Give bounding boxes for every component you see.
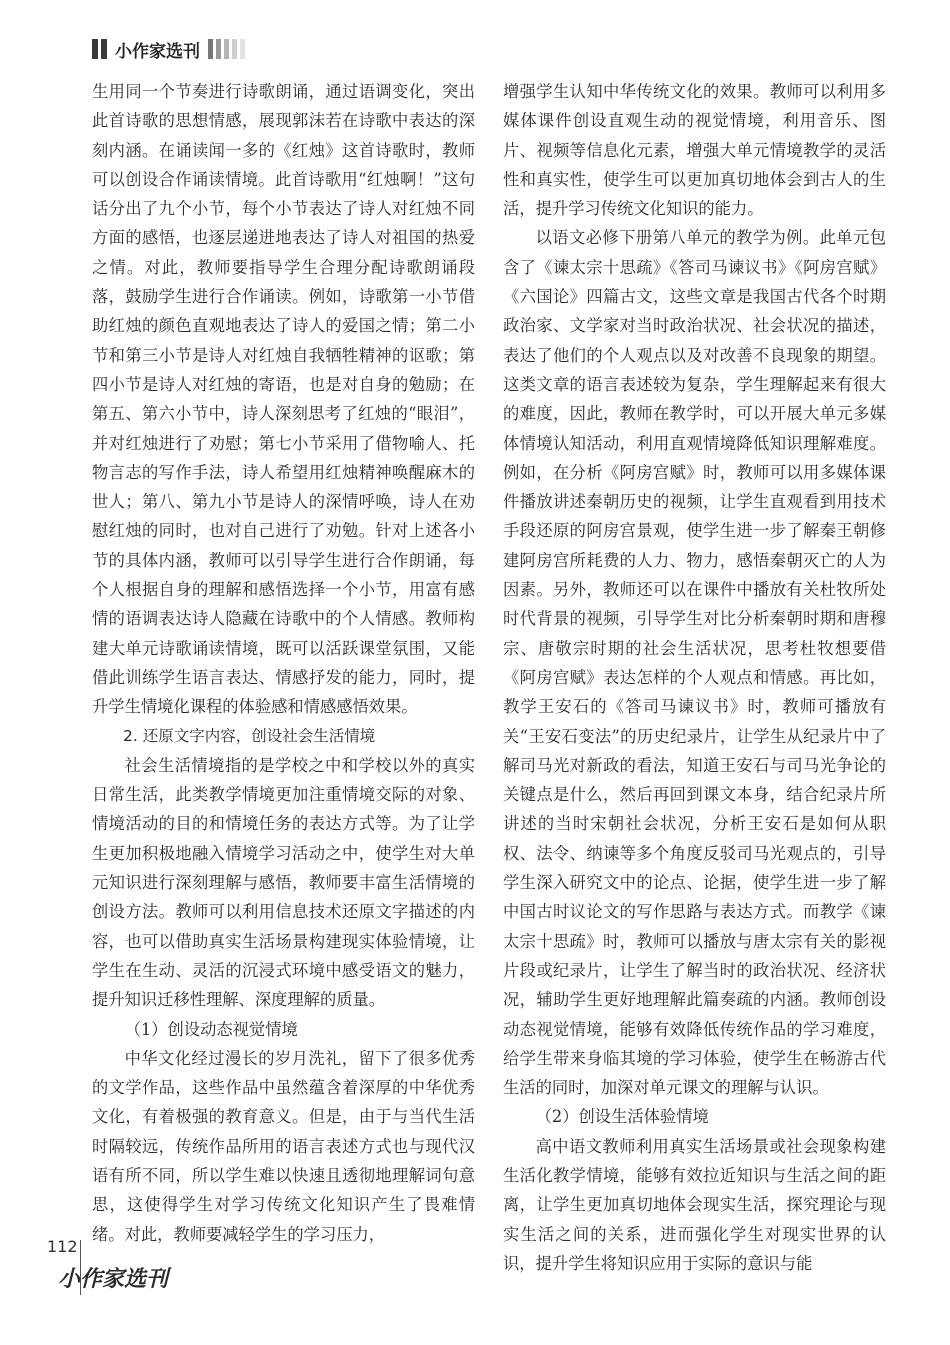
- right-column: [503, 77, 886, 1278]
- subsection-heading: （2）创设生活体验情境: [535, 1107, 709, 1127]
- section-heading: 2. 还原文字内容，创设社会生活情境: [123, 726, 376, 745]
- header-fade-bars-icon: [208, 39, 245, 59]
- header-bars-icon: [92, 39, 107, 59]
- body-paragraph: 社会生活情境指的是学校之中和学校以外的真实日常生活，此类教学情境更加注重情境交际的对象、情境活动的目的和情境任务的表达方式等。为了让学生更加积极地融入情境学习活动之中，使学生对大单元知识进行深刻理解与感悟，教师要丰富生活情境的创设方法。教师可以利用信息技术还原文字描述的内容，也可以借助真实生活场景构建现实体验情境，让学生在生动、灵活的沉浸式环境中感受语文的魅力，提升知识迁移性理解、深度理解的质量。: [92, 755, 475, 1010]
- page-number: 112: [47, 1237, 78, 1256]
- left-column: [92, 77, 475, 1249]
- body-paragraph: 增强学生认知中华传统文化的效果。教师可以利用多媒体课件创设直观生动的视觉情境，利用音乐、图片、视频等信息化元素，增强大单元情境教学的灵活性和真实性，使学生可以更加真切地体会到古人的生活，提升学习传统文化知识的能力。: [503, 82, 886, 219]
- footer-logo: 小作家选刊: [58, 1266, 169, 1292]
- running-header: [92, 36, 245, 62]
- journal-title: 小作家选刊: [115, 41, 200, 62]
- body-paragraph: 高中语文教师利用真实生活场景或社会现象构建生活化教学情境，能够有效拉近知识与生活之间的距离，让学生更加真切地体会现实生活，探究理论与现实生活之间的关系，进而强化学生对现实世界的认识，提升学生将知识应用于实际的意识与能: [503, 1136, 886, 1273]
- body-paragraph: 以语文必修下册第八单元的教学为例。此单元包含了《谏太宗十思疏》《答司马谏议书》《阿房宫赋》《六国论》四篇古文，这些文章是我国古代各个时期政治家、文学家对当时政治状况、社会状况的描述，表达了他们的个人观点以及对改善不良现象的期望。这类文章的语言表述较为复杂，学生理解起来有很大的难度，因此，教师在教学时，可以开展大单元多媒体情境认知活动，利用直观情境降低知识理解难度。例如，在分析《阿房宫赋》时，教师可以用多媒体课件播放讲述秦朝历史的视频，让学生直观看到用技术手段还原的阿房宫景观，使学生进一步了解秦王朝修建阿房宫所耗费的人力、物力，感悟秦朝灭亡的人为因素。另外，教师还可以在课件中播放有关杜牧所处时代背景的视频，引导学生对比分析秦朝时期和唐穆宗、唐敬宗时期的社会生活状况，思考杜牧想要借《阿房宫赋》表达怎样的个人观点和情感。再比如，教学王安石的《答司马谏议书》时，教师可播放有关“王安石变法”的历史纪录片，让学生从纪录片中了解司马光对新政的看法，知道王安石与司马光争论的关键点是什么，然后再回到课文本身，结合纪录片所讲述的当时宋朝社会状况，分析王安石是如何从职权、法令、纳谏等多个角度反驳司马光观点的，引导学生深入研究文中的论点、论据，使学生进一步了解中国古时议论文的写作思路与表达方式。而教学《谏太宗十思疏》时，教师可以播放与唐太宗有关的影视片段或纪录片，让学生了解当时的政治状况、经济状况，辅助学生更好地理解此篇奏疏的内涵。教师创设动态视觉情境，能够有效降低传统作品的学习难度，给学生带来身临其境的学习体验，使学生在畅游古代生活的同时，加深对单元课文的理解与认识。: [503, 228, 886, 1098]
- body-paragraph: 中华文化经过漫长的岁月洗礼，留下了很多优秀的文学作品，这些作品中虽然蕴含着深厚的中华优秀文化，有着极强的教育意义。但是，由于与当代生活时隔较远，传统作品所用的语言表述方式也与现代汉语有所不同，所以学生难以快速且透彻地理解词句意思，这使得学生对学习传统文化知识产生了畏难情绪。对此，教师要减轻学生的学习压力，: [92, 1048, 475, 1244]
- body-paragraph: 生用同一个节奏进行诗歌朗诵，通过语调变化，突出此首诗歌的思想情感，展现郭沫若在诗歌中表达的深刻内涵。在诵读闻一多的《红烛》这首诗歌时，教师可以创设合作诵读情境。此首诗歌用“红烛啊！”这句话分出了九个小节，每个小节表达了诗人对红烛不同方面的感悟，也逐层递进地表达了诗人对祖国的热爱之情。对此，教师要指导学生合理分配诗歌朗诵段落，鼓励学生进行合作诵读。例如，诗歌第一小节借助红烛的颜色直观地表达了诗人的爱国之情；第二小节和第三小节是诗人对红烛自我牺牲精神的讴歌；第四小节是诗人对红烛的寄语，也是对自身的勉励；在第五、第六小节中，诗人深刻思考了红烛的“眼泪”，并对红烛进行了劝慰；第七小节采用了借物喻人、托物言志的写作手法，诗人希望用红烛精神唤醒麻木的世人；第八、第九小节是诗人的深情呼唤，诗人在劝慰红烛的同时，也对自己进行了劝勉。针对上述各小节的具体内涵，教师可以引导学生进行合作朗诵，每个人根据自身的理解和感悟选择一个小节，用富有感情的语调表达诗人隐藏在诗歌中的个人情感。教师构建大单元诗歌诵读情境，既可以活跃课堂氛围，又能借此训练学生语言表达、情感抒发的能力，同时，提升学生情境化课程的体验感和情感感悟效果。: [92, 82, 475, 717]
- subsection-heading: （1）创设动态视觉情境: [124, 1019, 298, 1039]
